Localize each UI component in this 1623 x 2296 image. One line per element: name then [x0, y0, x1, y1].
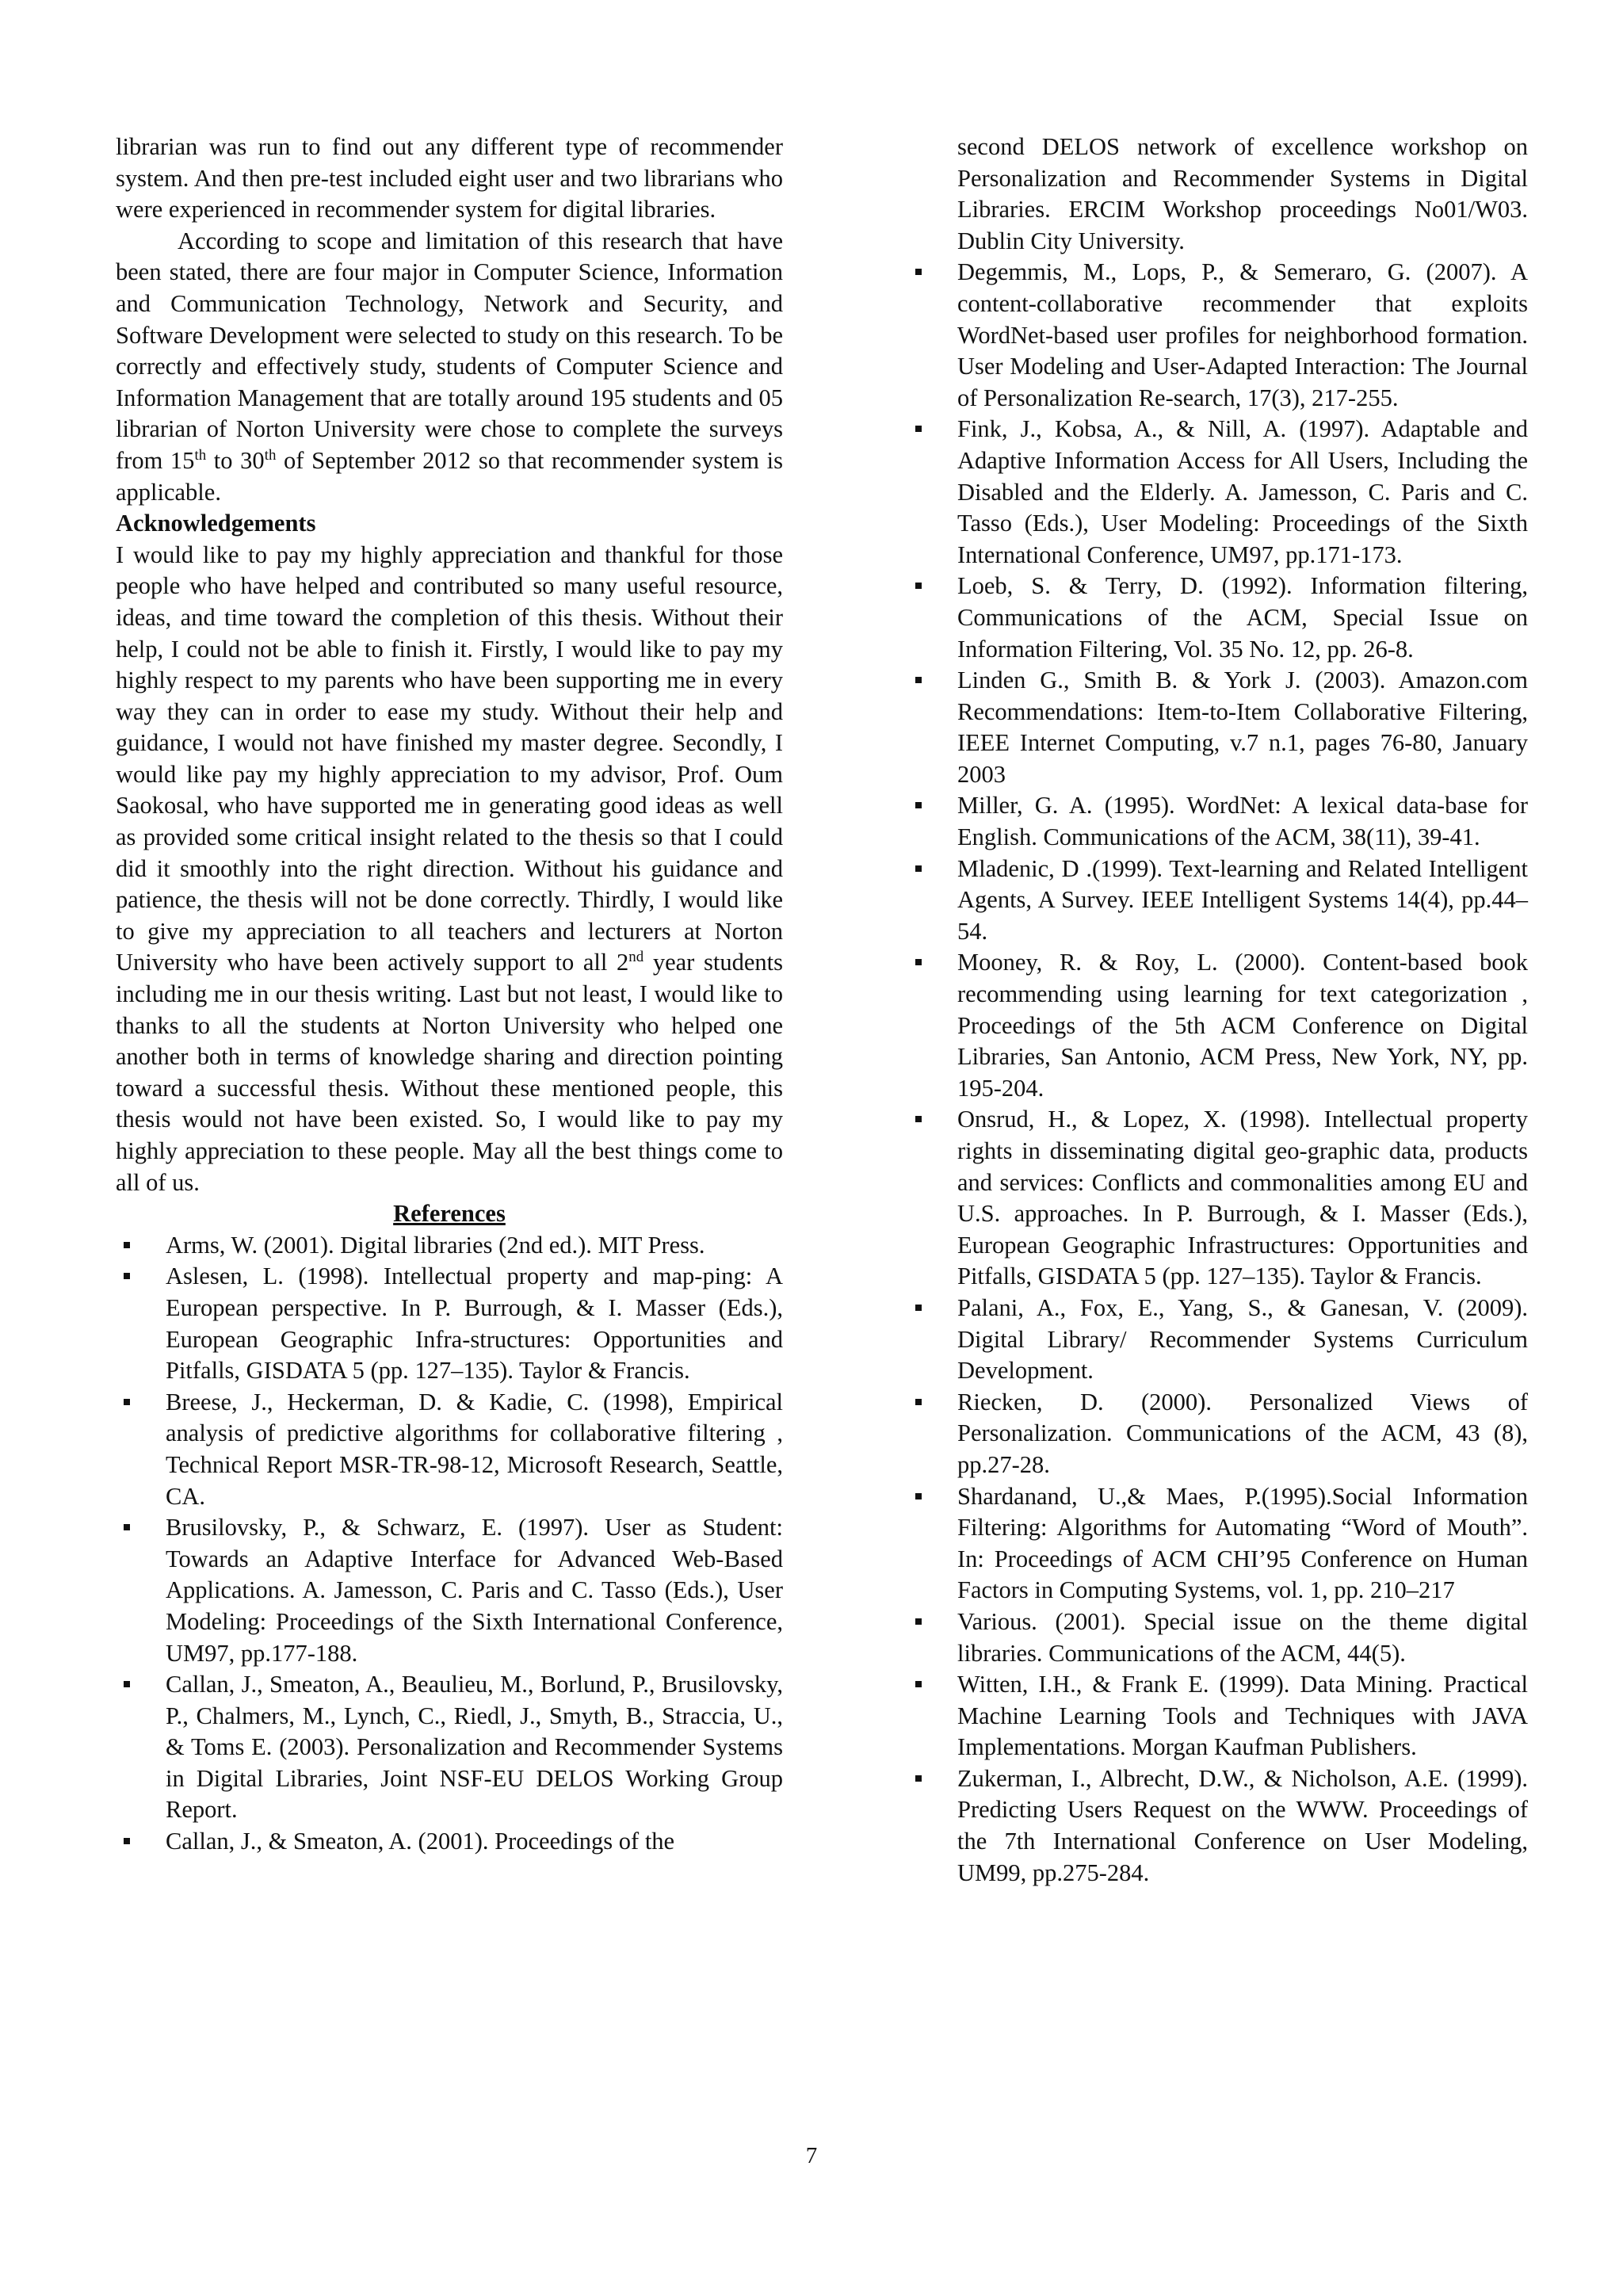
- reference-text: Riecken, D. (2000). Personalized Views of Personalization. Communications of the ACM, 43 (8), pp.27-28.: [957, 1388, 1528, 1478]
- reference-text: Palani, A., Fox, E., Yang, S., & Ganesan, V. (2009). Digital Library/ Recommender Systems Curriculum Development.: [957, 1293, 1528, 1385]
- reference-list-left: [116, 1230, 783, 1858]
- superscript-th: th: [264, 446, 277, 464]
- square-bullet-icon: [124, 1399, 130, 1405]
- square-bullet-icon: [915, 802, 922, 808]
- reference-list-right: [907, 132, 1528, 1889]
- square-bullet-icon: [915, 1775, 922, 1782]
- square-bullet-icon: [124, 1242, 130, 1248]
- reference-text: Onsrud, H., & Lopez, X. (1998). Intellectual property rights in disseminating digital geo-graphic data, products and services: Conflicts and commonalities among EU and U.S. approaches. In P. Burrough, & I. Masser (Eds.), European Geographic Infrastructures: Opportunities and Pitfalls, GISDATA 5 (pp. 127–135). Taylor & Francis.: [957, 1106, 1528, 1290]
- references-heading: References: [393, 1200, 506, 1228]
- reference-item: [907, 790, 1528, 853]
- reference-text: Mooney, R. & Roy, L. (2000). Content-based book recommending using learning for text categorization , Proceedings of the 5th ACM Conference on Digital Libraries, San Antonio, ACM Press, New York, NY, pp. 195-204.: [957, 949, 1528, 1102]
- reference-text: Mladenic, D .(1999). Text-learning and Related Intelligent Agents, A Survey. IEEE Intelligent Systems 14(4), pp.44–54.: [957, 854, 1528, 945]
- acknowledgements-paragraph: [116, 540, 783, 1198]
- reference-text: Degemmis, M., Lops, P., & Semeraro, G. (2007). A content-collaborative recommender that exploits WordNet-based user profiles for neighborhood formation. User Modeling and User-Adapted Interaction: The Journal of Personalization Re-search, 17(3), 217-255.: [957, 258, 1528, 411]
- reference-text: Witten, I.H., & Frank E. (1999). Data Mining. Practical Machine Learning Tools and Techniques with JAVA Implementations. Morgan Kaufman Publishers.: [957, 1671, 1528, 1761]
- reference-item: [907, 1763, 1528, 1889]
- square-bullet-icon: [915, 1399, 922, 1405]
- reference-text: Zukerman, I., Albrecht, D.W., & Nicholson, A.E. (1999). Predicting Users Request on the WWW. Proceedings of the 7th International Conference on User Modeling, UM99, pp.275-284.: [957, 1764, 1528, 1886]
- reference-item-continued: [907, 132, 1528, 257]
- reference-item: [907, 1293, 1528, 1387]
- reference-item: [907, 947, 1528, 1104]
- body-paragraph-scope: [116, 226, 783, 508]
- reference-item: [116, 1826, 783, 1858]
- reference-item: [116, 1387, 783, 1512]
- reference-item: [907, 1387, 1528, 1481]
- square-bullet-icon: [124, 1681, 130, 1687]
- square-bullet-icon: [124, 1273, 130, 1279]
- reference-text: Brusilovsky, P., & Schwarz, E. (1997). User as Student: Towards an Adaptive Interface for Advanced Web-Based Applications. A. Jamesson, C. Paris and C. Tasso (Eds.), User Modeling: Proceedings of the Sixth International Conference, UM97, pp.177-188.: [166, 1514, 783, 1667]
- reference-item: [907, 257, 1528, 414]
- reference-item: [907, 665, 1528, 790]
- square-bullet-icon: [124, 1838, 130, 1844]
- scope-text-part-3: of September 2012 so that recommender system is applicable.: [116, 446, 783, 506]
- reference-item: [907, 1104, 1528, 1293]
- reference-text: Shardanand, U.,& Maes, P.(1995).Social Information Filtering: Algorithms for Automating “Word of Mouth”. In: Proceedings of ACM CHI’95 Conference on Human Factors in Computing Systems, vol. 1, pp. 210–217: [957, 1482, 1528, 1604]
- square-bullet-icon: [915, 1493, 922, 1499]
- reference-item: [907, 1669, 1528, 1763]
- reference-item: [907, 1481, 1528, 1606]
- reference-text: Breese, J., Heckerman, D. & Kadie, C. (1998), Empirical analysis of predictive algorithms for collaborative filtering , Technical Report MSR-TR-98-12, Microsoft Research, Seattle, CA.: [166, 1388, 783, 1510]
- square-bullet-icon: [915, 1305, 922, 1311]
- reference-item: [116, 1512, 783, 1669]
- square-bullet-icon: [915, 1618, 922, 1625]
- reference-text: Callan, J., & Smeaton, A. (2001). Proceedings of the: [166, 1828, 675, 1855]
- reference-item: [907, 1606, 1528, 1669]
- reference-item: [907, 571, 1528, 665]
- acknowledgements-heading: Acknowledgements: [116, 510, 316, 537]
- square-bullet-icon: [915, 959, 922, 965]
- square-bullet-icon: [915, 426, 922, 432]
- square-bullet-icon: [915, 583, 922, 589]
- left-column: [116, 132, 783, 1858]
- right-column: [907, 132, 1528, 1889]
- body-paragraph-continued: librarian was run to find out any different type of recommender system. And then pre-test included eight user and two librarians who were experienced in recommender system for digital libraries.: [116, 133, 783, 223]
- scope-text-part-2: to 30: [206, 446, 265, 474]
- square-bullet-icon: [915, 1681, 922, 1687]
- reference-text: Linden G., Smith B. & York J. (2003). Amazon.com Recommendations: Item-to-Item Collaborative Filtering, IEEE Internet Computing, v.7 n.1, pages 76-80, January 2003: [957, 667, 1528, 788]
- reference-text: Arms, W. (2001). Digital libraries (2nd ed.). MIT Press.: [166, 1231, 705, 1259]
- reference-text: Aslesen, L. (1998). Intellectual property and map-ping: A European perspective. In P. Burrough, & I. Masser (Eds.), European Geographic Infra-structures: Opportunities and Pitfalls, GISDATA 5 (pp. 127–135). Taylor & Francis.: [166, 1263, 783, 1385]
- reference-item: [116, 1261, 783, 1386]
- reference-item: [907, 854, 1528, 948]
- reference-text: Callan, J., Smeaton, A., Beaulieu, M., Borlund, P., Brusilovsky, P., Chalmers, M., Lynch, C., Riedl, J., Smyth, B., Straccia, U., & Toms E. (2003). Personalization and Recommender Systems in Digital Libraries, Joint NSF-EU DELOS Working Group Report.: [166, 1671, 783, 1824]
- square-bullet-icon: [124, 1524, 130, 1530]
- acknowledgements-text-part-1: I would like to pay my highly appreciation and thankful for those people who have helped and contributed so many useful resource, ideas, and time toward the completion of this thesis. Without their help, I could not be able to finish it. Firstly, I would like to pay my highly respect to my parents who have been supporting me in every way they can in order to ease my study. Without their help and guidance, I would not have finished my master degree. Secondly, I would like pay my highly appreciation to my advisor, Prof. Oum Saokosal, who have supported me in generating good ideas as well as provided some critical insight related to the thesis so that I could did it smoothly into the right direction. Without his guidance and patience, the thesis will not be done correctly. Thirdly, I would like to give my appreciation to all teachers and lecturers at Norton University who have been actively support to all 2: [116, 541, 783, 976]
- superscript-th: th: [194, 446, 207, 464]
- reference-text: Loeb, S. & Terry, D. (1992). Information filtering, Communications of the ACM, Special Issue on Information Filtering, Vol. 35 No. 12, pp. 26-8.: [957, 572, 1528, 663]
- reference-item: [116, 1230, 783, 1262]
- superscript-nd: nd: [628, 949, 644, 966]
- reference-text: Fink, J., Kobsa, A., & Nill, A. (1997). Adaptable and Adaptive Information Access for All Users, Including the Disabled and the Elderly. A. Jamesson, C. Paris and C. Tasso (Eds.), User Modeling: Proceedings of the Sixth International Conference, UM97, pp.171-173.: [957, 415, 1528, 568]
- square-bullet-icon: [915, 1116, 922, 1122]
- scope-text-part-1: According to scope and limitation of this research that have been stated, there are four major in Computer Science, Information and Communication Technology, Network and Security, and Software Development were selected to study on this research. To be correctly and effectively study, students of Computer Science and Information Management that are totally around 195 students and 05 librarian of Norton University were chose to complete the surveys from 15: [116, 227, 783, 474]
- acknowledgements-text-part-2: year students including me in our thesis writing. Last but not least, I would like to thanks to all the students at Norton University who helped one another both in terms of knowledge sharing and direction pointing toward a successful thesis. Without these mentioned people, this thesis would not have been existed. So, I would like to pay my highly appreciation to these people. May all the best things come to all of us.: [116, 949, 783, 1196]
- reference-item: [907, 414, 1528, 571]
- reference-text: Various. (2001). Special issue on the theme digital libraries. Communications of the ACM, 44(5).: [957, 1607, 1528, 1667]
- reference-item: [116, 1669, 783, 1826]
- square-bullet-icon: [915, 865, 922, 872]
- square-bullet-icon: [915, 269, 922, 275]
- reference-text: Miller, G. A. (1995). WordNet: A lexical data-base for English. Communications of the ACM, 38(11), 39-41.: [957, 792, 1528, 851]
- page-number: 7: [805, 2143, 818, 2168]
- square-bullet-icon: [915, 677, 922, 683]
- reference-text: second DELOS network of excellence workshop on Personalization and Recommender Systems in Digital Libraries. ERCIM Workshop proceedings No01/W03. Dublin City University.: [957, 133, 1528, 254]
